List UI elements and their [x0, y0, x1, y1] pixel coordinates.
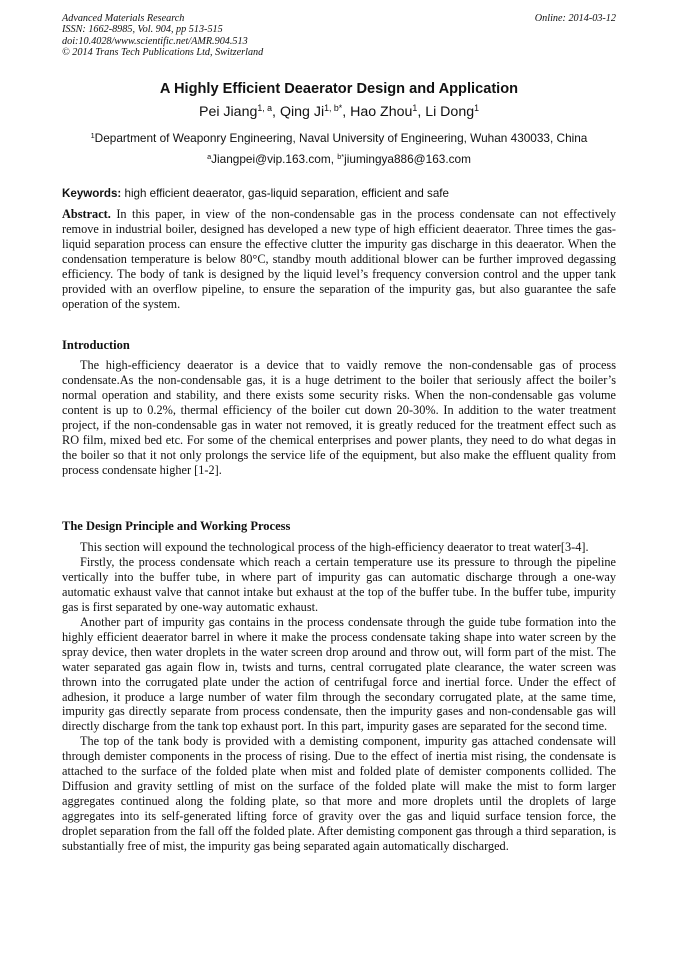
- paragraph: This section will expound the technological process of the high-efficiency deaerator to treat water[3-4].: [80, 540, 589, 554]
- paper-title: A Highly Efficient Deaerator Design and Application: [159, 81, 519, 97]
- author-list: Pei Jiang$^{1, a}$, Qing $Ji^{1, b*}$, Hao Zhou$^1$, Li Dong$^1$: [198, 103, 480, 120]
- doi-line: doi:10.4028/www.scientific.net/AMR.904.513: [62, 35, 248, 47]
- paragraph: Another part of impurity gas contains in the process condensate through the guide tube formation into the highly efficient deaerator barrel in where it make the process condensate taking shape into water screen by the spray device, then water droplets in the water screen drop around and throw out, will form part of the mist. The water separated gas again flow in, twists and turns, central corrugated plate clearance, the water screen was thrown into the corrugated plate under the action of centrifugal force and inertial force. Under the effect of adhesion, it produce a large number of water film through the secondary corrugated plate, at the same time, impurity gas directly separate from process condensate, then the impurity gases and non-condensable gas will directly discharge from the tank top exhaust port. In this part, impurity gases are separated for the second time.: [62, 614, 616, 734]
- section-introduction: [62, 358, 616, 478]
- keywords: [62, 187, 616, 201]
- issn-line: ISSN: 1662-8985, Vol. 904, pp 513-515: [62, 24, 223, 36]
- email-superscript: a: [207, 151, 212, 161]
- author-superscript: 1: [412, 103, 418, 114]
- affiliation-text: Department of Weaponry Engineering, Naval University of Engineering, Wuhan 430033, China: [94, 131, 588, 145]
- section-design: [62, 540, 616, 854]
- author-superscript: 1, a: [257, 103, 273, 114]
- email-link[interactable]: Jiangpei@vip.163.com: [211, 152, 331, 166]
- author-superscript: 1: [474, 103, 480, 114]
- abstract-text: In this paper, in view of the non-condensable gas in the process condensate can not effectively remove in industrial boiler, designed has developed a new type of high efficient deaerator. Three times the gas-liquid separation process can ensure the effective clutter the impurity gas discharge in this deaerator. When the condensation temperature is below 80°C, standby mouth additional blower can be further improved degassing efficiency. The body of tank is designed by the liquid level’s frequency conversion control and the upper tank provided with an overflow pipeline, to ensure the separation of the impurity gas, but also guarantee the safe operation of the system.: [62, 207, 616, 311]
- paragraph: Firstly, the process condensate which reach a certain temperature use its pressure to through the pipeline vertically into the buffer tube, in where part of impurity gas can automatic discharge through a one-way automatic exhaust valve that cannot intake but exhaust at the top of the buffer tube. In the buffer tube, impurity gas is first separated by one-way automatic exhaust.: [62, 554, 616, 614]
- journal-name: Advanced Materials Research: [62, 13, 185, 24]
- section-heading-introduction: Introduction: [62, 338, 130, 352]
- keywords-label: Keywords:: [62, 187, 122, 200]
- section-heading-design: The Design Principle and Working Process: [62, 519, 291, 533]
- email-superscript: b*: [337, 151, 345, 161]
- email-link[interactable]: jiumingya886@163.com: [344, 152, 471, 166]
- paragraph: The high-efficiency deaerator is a device that to vaidly remove the non-condensable gas of process condensate.As the non-condensable gas, it is a huge detriment to the boiler that seriously affect the boiler’s normal operation and stability, and there exists some security risks. When the non-condensable gas volume content is up to 0.2%, thermal efficiency of the boiler cut down 20-30%. In addition to the water treatment project, if the non-condensable gas in water not removed, it is greatly reduced for the treatment effect such as RO film, mixed bed etc. For some of the chemical enterprises and power plants, they need to do what degas in the boiler so that it not only prolongs the service life of the equipment, but also make the effluent quality from process condensate higher [1-2].: [62, 358, 616, 477]
- abstract: [62, 207, 616, 312]
- copyright-line: © 2014 Trans Tech Publications Ltd, Switzerland: [62, 46, 264, 58]
- affiliation: [62, 131, 616, 146]
- author-superscript: 1, b*: [324, 103, 343, 114]
- author-emails: $^a$Jiangpei@vip.163.com, $^{b*}$jiumingya886@163.com: [207, 151, 471, 166]
- author-name: Li Dong: [425, 104, 475, 120]
- paragraph: The top of the tank body is provided with a demisting component, impurity gas attached condensate will through demister components in the process of rising. Due to the effect of inertia mist rising, the condensate is attached to the surface of the folded plate when mist and folded plate of demister components collided. The Diffusion and gravity settling of mist on the surface of the folded plate will make the mist to form larger aggregates continued along the folding plate, so that more and more droplets until the droplets of large aggregates into its self-generated lifting force of gravity over the gas and liquid surface tension force, the droplet separation from the fall off the folded plate. After demisting component gas through a third separation, is substantially free of mist, the impurity gas being separated again automatically discharged.: [62, 734, 617, 854]
- online-date: Online: 2014-03-12: [534, 13, 616, 24]
- author-name: Hao Zhou: [350, 104, 413, 120]
- affiliation-superscript: 1: [90, 130, 95, 140]
- publication-header: [62, 13, 616, 58]
- keywords-text: high efficient deaerator, gas-liquid separation, efficient and safe: [124, 187, 449, 200]
- author-name: Pei Jiang: [198, 104, 258, 120]
- author-name: Qing Ji: [279, 104, 325, 120]
- abstract-label: Abstract.: [62, 207, 111, 221]
